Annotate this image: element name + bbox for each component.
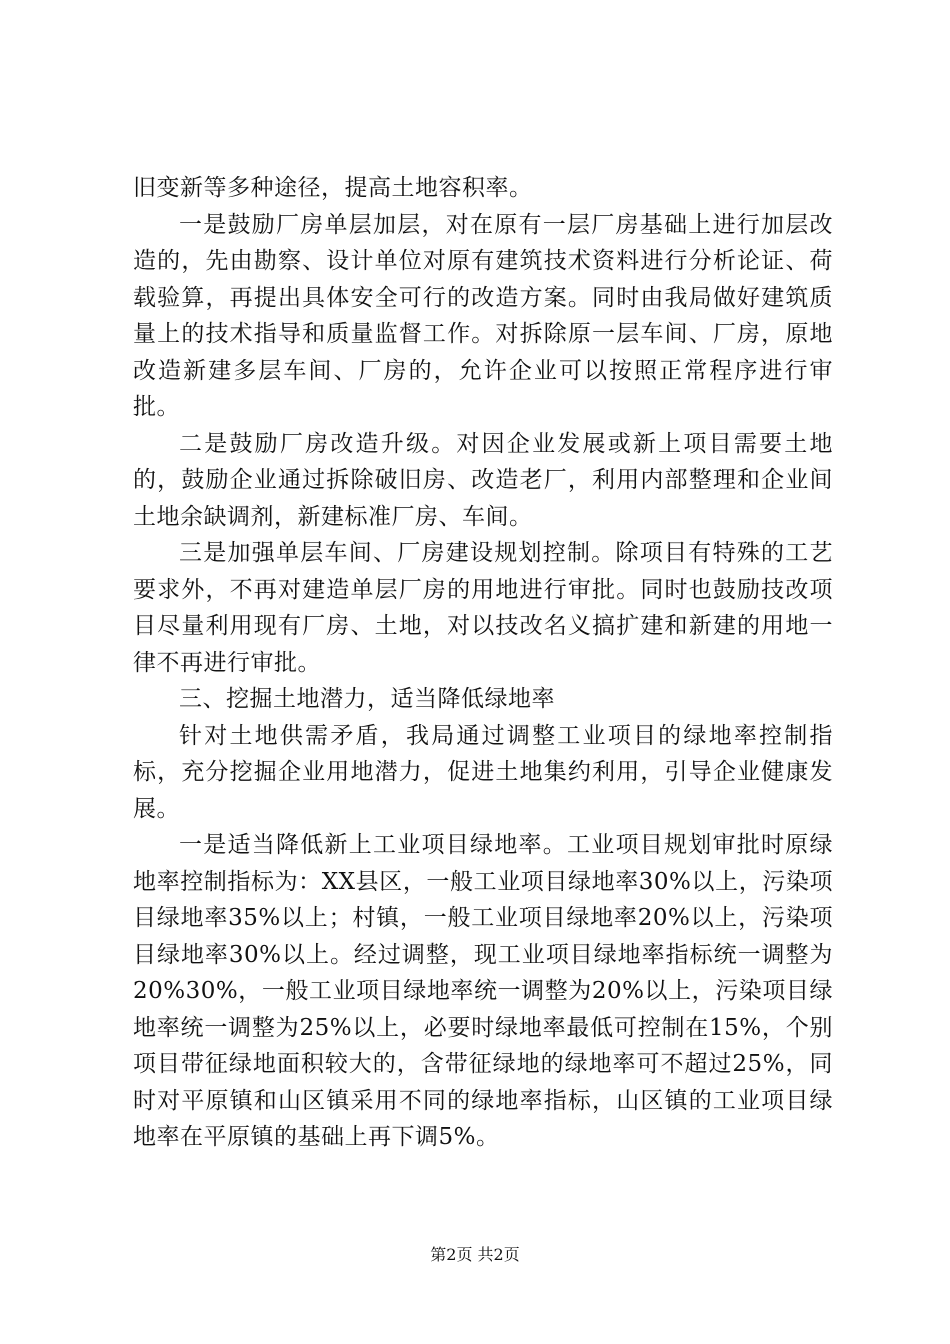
paragraph-continuation: 旧变新等多种途径，提高土地容积率。 bbox=[133, 175, 533, 201]
paragraph-factory-upgrade: 二是鼓励厂房改造升级。对因企业发展或新上项目需要土地的，鼓励企业通过拆除破旧房、改造老厂，利用内部整理和企业间土地余缺调剂，新建标准厂房、车间。 bbox=[133, 430, 833, 530]
paragraph-lower-green-rate: 一是适当降低新上工业项目绿地率。工业项目规划审批时原绿地率控制指标为：XX县区，一般工业项目绿地率30%以上，污染项目绿地率35%以上；村镇，一般工业项目绿地率20%以上，污染项目绿地率30%以上。经过调整，现工业项目绿地率指标统一调整为20%30%，一般工业项目绿地率统一调整为20%以上，污染项目绿地率统一调整为25%以上，必要时绿地率最低可控制在15%，个别项目带征绿地面积较大的，含带征绿地的绿地率可不超过25%，同时对平原镇和山区镇采用不同的绿地率指标，山区镇的工业项目绿地率在平原镇的基础上再下调5%。 bbox=[133, 832, 833, 1150]
document-body bbox=[133, 170, 833, 1156]
page-number-footer: 第2页 共2页 bbox=[430, 1245, 520, 1264]
section-heading-green-rate: 三、挖掘土地潜力，适当降低绿地率 bbox=[179, 686, 555, 712]
paragraph-land-potential: 针对土地供需矛盾，我局通过调整工业项目的绿地率控制指标，充分挖掘企业用地潜力，促进土地集约利用，引导企业健康发展。 bbox=[133, 722, 833, 822]
paragraph-single-floor-control: 三是加强单层车间、厂房建设规划控制。除项目有特殊的工艺要求外，不再对建造单层厂房的用地进行审批。同时也鼓励技改项目尽量利用现有厂房、土地，对以技改名义搞扩建和新建的用地一律不再进行审批。 bbox=[133, 540, 833, 676]
paragraph-factory-add-floors: 一是鼓励厂房单层加层，对在原有一层厂房基础上进行加层改造的，先由勘察、设计单位对原有建筑技术资料进行分析论证、荷载验算，再提出具体安全可行的改造方案。同时由我局做好建筑质量上的技术指导和质量监督工作。对拆除原一层车间、厂房，原地改造新建多层车间、厂房的，允许企业可以按照正常程序进行审批。 bbox=[133, 211, 833, 420]
